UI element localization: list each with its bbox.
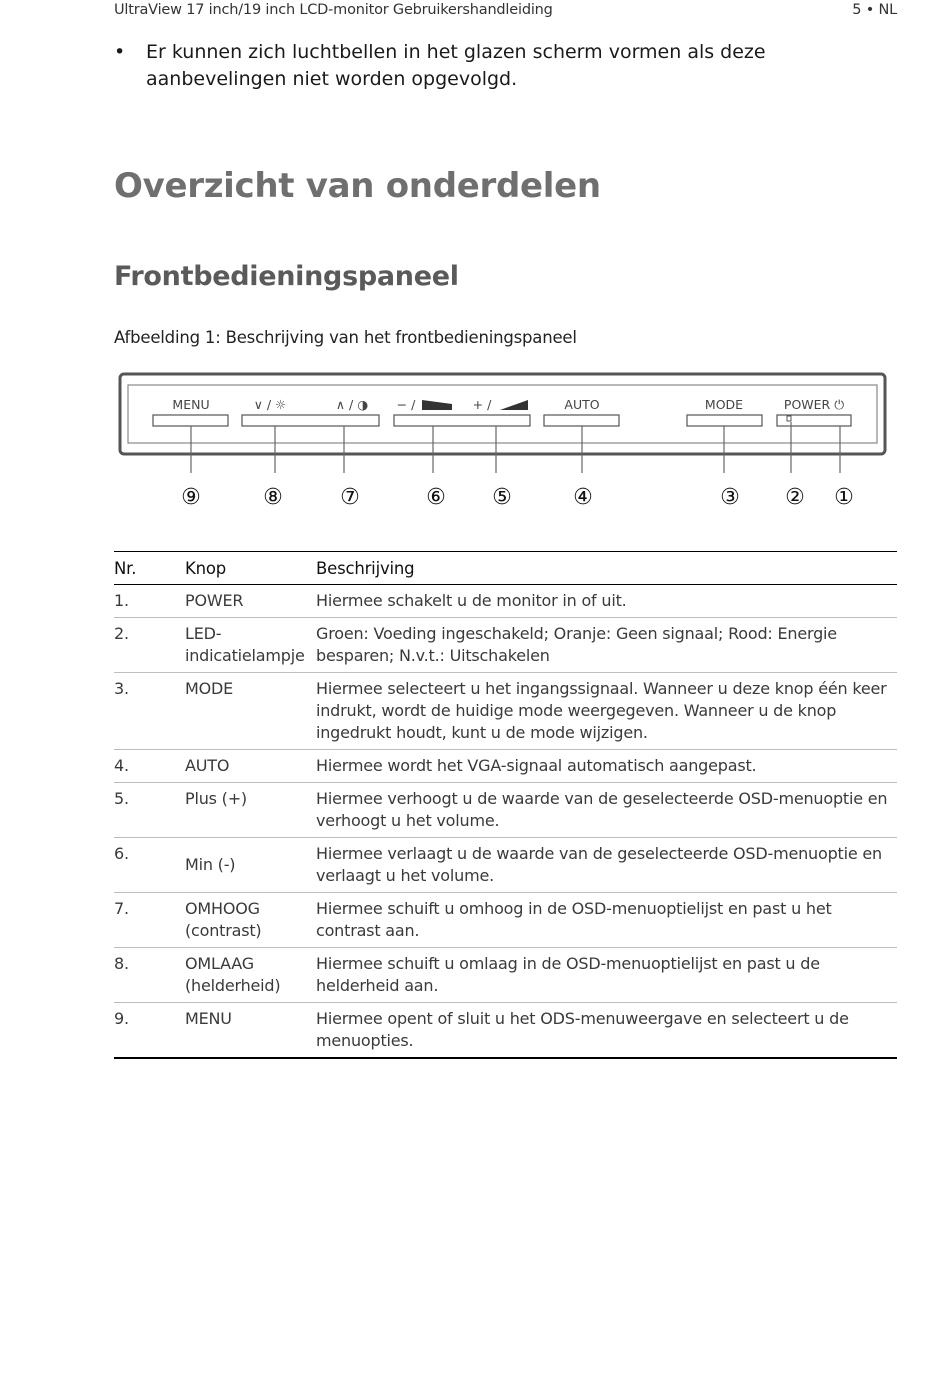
cell-knop: POWER — [185, 585, 316, 618]
cell-nr: 2. — [114, 618, 185, 673]
callout-1: ① — [834, 485, 854, 510]
mode-button-shape — [687, 415, 762, 426]
callout-7: ⑦ — [340, 485, 360, 510]
button-description-table — [114, 551, 897, 1059]
cell-beschrijving: Hiermee schakelt u de monitor in of uit. — [316, 585, 897, 618]
cell-beschrijving: Hiermee verhoogt u de waarde van de geselecteerde OSD-menuoptie en verhoogt u het volume. — [316, 783, 897, 838]
panel-label-up-contrast: ∧ / ◑ — [335, 397, 369, 412]
callout-9: ⑨ — [181, 485, 201, 510]
cell-knop: AUTO — [185, 750, 316, 783]
table-header-row — [114, 552, 897, 585]
cell-nr: 7. — [114, 893, 185, 948]
cell-beschrijving: Hiermee opent of sluit u het ODS-menuweergave en selecteert u de menuopties. — [316, 1003, 897, 1059]
up-down-button-shape — [242, 415, 379, 426]
cell-knop: OMLAAG (helderheid) — [185, 948, 316, 1003]
section-title: Overzicht van onderdelen — [114, 166, 601, 206]
front-panel-figure — [110, 360, 900, 520]
cell-nr: 3. — [114, 673, 185, 750]
panel-label-menu: MENU — [172, 397, 210, 412]
cell-knop: MODE — [185, 673, 316, 750]
callout-5: ⑤ — [492, 485, 512, 510]
panel-label-auto: AUTO — [564, 397, 600, 412]
callout-2: ② — [785, 485, 805, 510]
cell-knop: LED-indicatielampje — [185, 618, 316, 673]
table-row — [114, 618, 897, 673]
cell-beschrijving: Hiermee schuift u omlaag in de OSD-menuoptielijst en past u de helderheid aan. — [316, 948, 897, 1003]
callout-8: ⑧ — [263, 485, 283, 510]
table-row — [114, 585, 897, 618]
running-header — [114, 2, 897, 22]
menu-button-shape — [153, 415, 228, 426]
front-panel-diagram — [110, 360, 900, 520]
table-row — [114, 750, 897, 783]
cell-nr: 9. — [114, 1003, 185, 1059]
panel-label-mode: MODE — [704, 397, 744, 412]
volume-down-icon — [422, 400, 452, 410]
cell-beschrijving: Hiermee wordt het VGA-signaal automatisch aangepast. — [316, 750, 897, 783]
cell-nr: 1. — [114, 585, 185, 618]
cell-knop: MENU — [185, 1003, 316, 1059]
panel-outer-frame — [120, 374, 885, 454]
cell-beschrijving: Hiermee schuift u omhoog in de OSD-menuoptielijst en past u het contrast aan. — [316, 893, 897, 948]
cell-beschrijving: Hiermee verlaagt u de waarde van de geselecteerde OSD-menuoptie en verlaagt u het volume. — [316, 838, 897, 893]
callout-4: ④ — [573, 485, 593, 510]
document-title: UltraView 17 inch/19 inch LCD-monitor Gebruikershandleiding — [114, 2, 553, 18]
cell-nr: 6. — [114, 838, 185, 893]
leader-lines — [191, 422, 840, 473]
panel-label-minus: − / — [396, 397, 416, 412]
table-row — [114, 838, 897, 893]
panel-label-power: POWER ⏻ — [783, 397, 845, 412]
cell-nr: 4. — [114, 750, 185, 783]
table-row — [114, 1003, 897, 1059]
panel-inner-frame — [128, 385, 877, 443]
auto-button-shape — [544, 415, 619, 426]
cell-beschrijving: Hiermee selecteert u het ingangssignaal. Wanneer u deze knop één keer indrukt, wordt de huidige mode weergegeven. Wanneer u de knop ingedrukt houdt, kunt u de mode wijzigen. — [316, 673, 897, 750]
column-header-knop: Knop — [185, 552, 316, 585]
figure-caption: Afbeelding 1: Beschrijving van het frontbedieningspaneel — [114, 328, 577, 347]
subsection-title: Frontbedieningspaneel — [114, 261, 459, 292]
table-row — [114, 893, 897, 948]
minus-plus-button-shape — [394, 415, 530, 426]
cell-knop: Min (-) — [185, 838, 316, 893]
cell-knop: Plus (+) — [185, 783, 316, 838]
table-row — [114, 948, 897, 1003]
column-header-beschrijving: Beschrijving — [316, 552, 897, 585]
volume-up-icon — [500, 400, 528, 410]
cell-nr: 8. — [114, 948, 185, 1003]
page-number: 5 • NL — [852, 2, 897, 18]
panel-label-plus: + / — [472, 397, 492, 412]
cell-beschrijving: Groen: Voeding ingeschakeld; Oranje: Geen signaal; Rood: Energie besparen; N.v.t.: Uitschakelen — [316, 618, 897, 673]
callout-6: ⑥ — [426, 485, 446, 510]
table-row — [114, 673, 897, 750]
table-row — [114, 783, 897, 838]
column-header-nr: Nr. — [114, 552, 185, 585]
panel-label-down-brightness: ∨ / ☼ — [253, 397, 287, 412]
cell-nr: 5. — [114, 783, 185, 838]
bullet-text: Er kunnen zich luchtbellen in het glazen scherm vormen als deze aanbevelingen niet worden opgevolgd. — [146, 41, 766, 90]
callout-3: ③ — [720, 485, 740, 510]
cell-knop: OMHOOG (contrast) — [185, 893, 316, 948]
bullet-marker: • — [114, 41, 126, 63]
